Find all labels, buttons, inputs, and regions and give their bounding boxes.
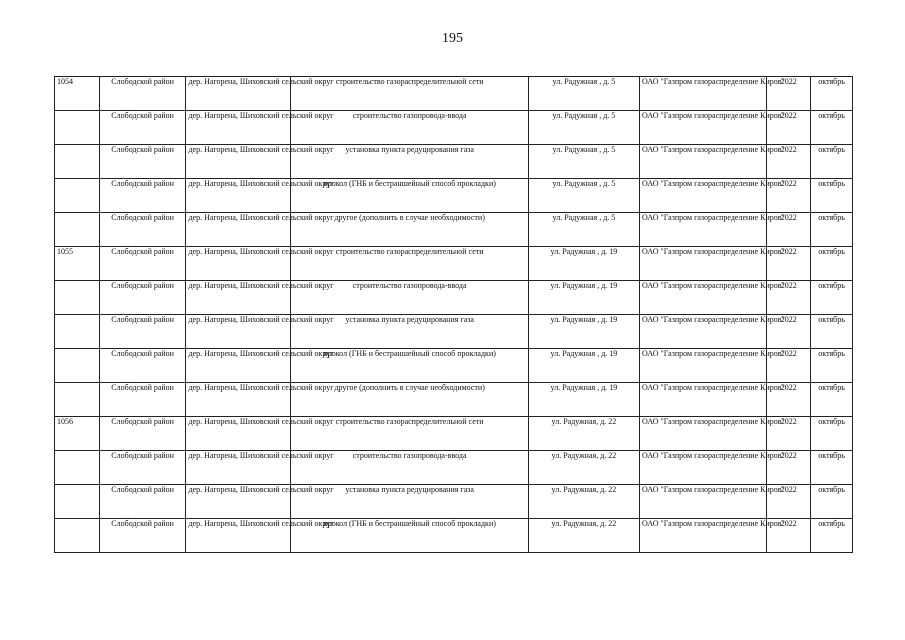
address-cell: ул. Радужная , д. 19: [528, 383, 639, 417]
locality-cell: дер. Нагорена, Шиховский сельский округ: [186, 247, 291, 281]
district-cell: Слободской район: [99, 281, 186, 315]
row-number-cell: [55, 179, 100, 213]
organization-cell: ОАО "Газпром газораспределение Киров": [639, 315, 766, 349]
month-cell: октябрь: [811, 145, 853, 179]
district-cell: Слободской район: [99, 77, 186, 111]
locality-cell: дер. Нагорена, Шиховский сельский округ: [186, 77, 291, 111]
organization-cell: ОАО "Газпром газораспределение Киров": [639, 77, 766, 111]
district-cell: Слободской район: [99, 179, 186, 213]
year-cell: 2022: [767, 383, 811, 417]
page-number: 195: [442, 31, 463, 46]
year-cell: 2022: [767, 451, 811, 485]
row-number-cell: [55, 145, 100, 179]
address-cell: ул. Радужная , д. 5: [528, 145, 639, 179]
district-cell: Слободской район: [99, 485, 186, 519]
row-number-cell: [55, 451, 100, 485]
address-cell: ул. Радужная , д. 19: [528, 281, 639, 315]
address-cell: ул. Радужная , д. 5: [528, 179, 639, 213]
month-cell: октябрь: [811, 451, 853, 485]
year-cell: 2022: [767, 281, 811, 315]
table-row: [55, 77, 853, 111]
row-number-cell: 1055: [55, 247, 100, 281]
year-cell: 2022: [767, 349, 811, 383]
year-cell: 2022: [767, 145, 811, 179]
work-type-cell: строительство газораспределительной сети: [291, 77, 528, 111]
locality-cell: дер. Нагорена, Шиховский сельский округ: [186, 281, 291, 315]
row-number-cell: [55, 213, 100, 247]
table-row: [55, 417, 853, 451]
row-number-cell: 1054: [55, 77, 100, 111]
organization-cell: ОАО "Газпром газораспределение Киров": [639, 145, 766, 179]
month-cell: октябрь: [811, 213, 853, 247]
row-number-cell: [55, 281, 100, 315]
table-row: [55, 485, 853, 519]
work-type-cell: установка пункта редуцирования газа: [291, 485, 528, 519]
table-row: [55, 315, 853, 349]
district-cell: Слободской район: [99, 111, 186, 145]
table-row: [55, 281, 853, 315]
table-row: [55, 349, 853, 383]
organization-cell: ОАО "Газпром газораспределение Киров": [639, 519, 766, 553]
locality-cell: дер. Нагорена, Шиховский сельский округ: [186, 451, 291, 485]
locality-cell: дер. Нагорена, Шиховский сельский округ: [186, 213, 291, 247]
work-type-cell: установка пункта редуцирования газа: [291, 145, 528, 179]
organization-cell: ОАО "Газпром газораспределение Киров": [639, 383, 766, 417]
year-cell: 2022: [767, 77, 811, 111]
row-number-cell: [55, 315, 100, 349]
district-cell: Слободской район: [99, 383, 186, 417]
locality-cell: дер. Нагорена, Шиховский сельский округ: [186, 111, 291, 145]
organization-cell: ОАО "Газпром газораспределение Киров": [639, 213, 766, 247]
district-cell: Слободской район: [99, 519, 186, 553]
address-cell: ул. Радужная, д. 22: [528, 417, 639, 451]
address-cell: ул. Радужная, д. 22: [528, 485, 639, 519]
organization-cell: ОАО "Газпром газораспределение Киров": [639, 111, 766, 145]
month-cell: октябрь: [811, 179, 853, 213]
table-row: [55, 451, 853, 485]
locality-cell: дер. Нагорена, Шиховский сельский округ: [186, 417, 291, 451]
month-cell: октябрь: [811, 417, 853, 451]
month-cell: октябрь: [811, 77, 853, 111]
address-cell: ул. Радужная , д. 19: [528, 349, 639, 383]
month-cell: октябрь: [811, 349, 853, 383]
address-cell: ул. Радужная , д. 5: [528, 77, 639, 111]
year-cell: 2022: [767, 417, 811, 451]
table-row: [55, 519, 853, 553]
locality-cell: дер. Нагорена, Шиховский сельский округ: [186, 383, 291, 417]
work-type-cell: другое (дополнить в случае необходимости): [291, 383, 528, 417]
address-cell: ул. Радужная , д. 5: [528, 111, 639, 145]
district-cell: Слободской район: [99, 451, 186, 485]
month-cell: октябрь: [811, 519, 853, 553]
address-cell: ул. Радужная , д. 19: [528, 315, 639, 349]
organization-cell: ОАО "Газпром газораспределение Киров": [639, 485, 766, 519]
district-cell: Слободской район: [99, 247, 186, 281]
district-cell: Слободской район: [99, 213, 186, 247]
year-cell: 2022: [767, 111, 811, 145]
row-number-cell: [55, 111, 100, 145]
address-cell: ул. Радужная , д. 19: [528, 247, 639, 281]
year-cell: 2022: [767, 247, 811, 281]
locality-cell: дер. Нагорена, Шиховский сельский округ: [186, 145, 291, 179]
address-cell: ул. Радужная, д. 22: [528, 519, 639, 553]
organization-cell: ОАО "Газпром газораспределение Киров": [639, 179, 766, 213]
table-row: [55, 145, 853, 179]
locality-cell: дер. Нагорена, Шиховский сельский округ: [186, 485, 291, 519]
table-row: [55, 111, 853, 145]
organization-cell: ОАО "Газпром газораспределение Киров": [639, 247, 766, 281]
table-row: [55, 247, 853, 281]
work-type-cell: строительство газораспределительной сети: [291, 247, 528, 281]
work-type-cell: строительство газопровода-ввода: [291, 281, 528, 315]
table-body: [55, 77, 853, 553]
month-cell: октябрь: [811, 111, 853, 145]
row-number-cell: [55, 519, 100, 553]
district-cell: Слободской район: [99, 417, 186, 451]
year-cell: 2022: [767, 485, 811, 519]
month-cell: октябрь: [811, 485, 853, 519]
organization-cell: ОАО "Газпром газораспределение Киров": [639, 349, 766, 383]
work-type-cell: другое (дополнить в случае необходимости): [291, 213, 528, 247]
organization-cell: ОАО "Газпром газораспределение Киров": [639, 281, 766, 315]
work-type-cell: установка пункта редуцирования газа: [291, 315, 528, 349]
table-row: [55, 383, 853, 417]
year-cell: 2022: [767, 315, 811, 349]
month-cell: октябрь: [811, 247, 853, 281]
month-cell: октябрь: [811, 383, 853, 417]
locality-cell: дер. Нагорена, Шиховский сельский округ: [186, 179, 291, 213]
locality-cell: дер. Нагорена, Шиховский сельский округ: [186, 349, 291, 383]
locality-cell: дер. Нагорена, Шиховский сельский округ: [186, 315, 291, 349]
row-number-cell: 1056: [55, 417, 100, 451]
district-cell: Слободской район: [99, 315, 186, 349]
address-cell: ул. Радужная , д. 5: [528, 213, 639, 247]
row-number-cell: [55, 383, 100, 417]
table-row: [55, 179, 853, 213]
table-row: [55, 213, 853, 247]
work-type-cell: прокол (ГНБ и бестраншейный способ прокладки): [291, 519, 528, 553]
year-cell: 2022: [767, 519, 811, 553]
gasification-table: [54, 76, 853, 553]
district-cell: Слободской район: [99, 145, 186, 179]
locality-cell: дер. Нагорена, Шиховский сельский округ: [186, 519, 291, 553]
address-cell: ул. Радужная, д. 22: [528, 451, 639, 485]
organization-cell: ОАО "Газпром газораспределение Киров": [639, 451, 766, 485]
work-type-cell: строительство газопровода-ввода: [291, 451, 528, 485]
month-cell: октябрь: [811, 315, 853, 349]
year-cell: 2022: [767, 213, 811, 247]
work-type-cell: прокол (ГНБ и бестраншейный способ прокладки): [291, 349, 528, 383]
row-number-cell: [55, 349, 100, 383]
work-type-cell: строительство газораспределительной сети: [291, 417, 528, 451]
organization-cell: ОАО "Газпром газораспределение Киров": [639, 417, 766, 451]
work-type-cell: прокол (ГНБ и бестраншейный способ прокладки): [291, 179, 528, 213]
month-cell: октябрь: [811, 281, 853, 315]
row-number-cell: [55, 485, 100, 519]
work-type-cell: строительство газопровода-ввода: [291, 111, 528, 145]
district-cell: Слободской район: [99, 349, 186, 383]
year-cell: 2022: [767, 179, 811, 213]
